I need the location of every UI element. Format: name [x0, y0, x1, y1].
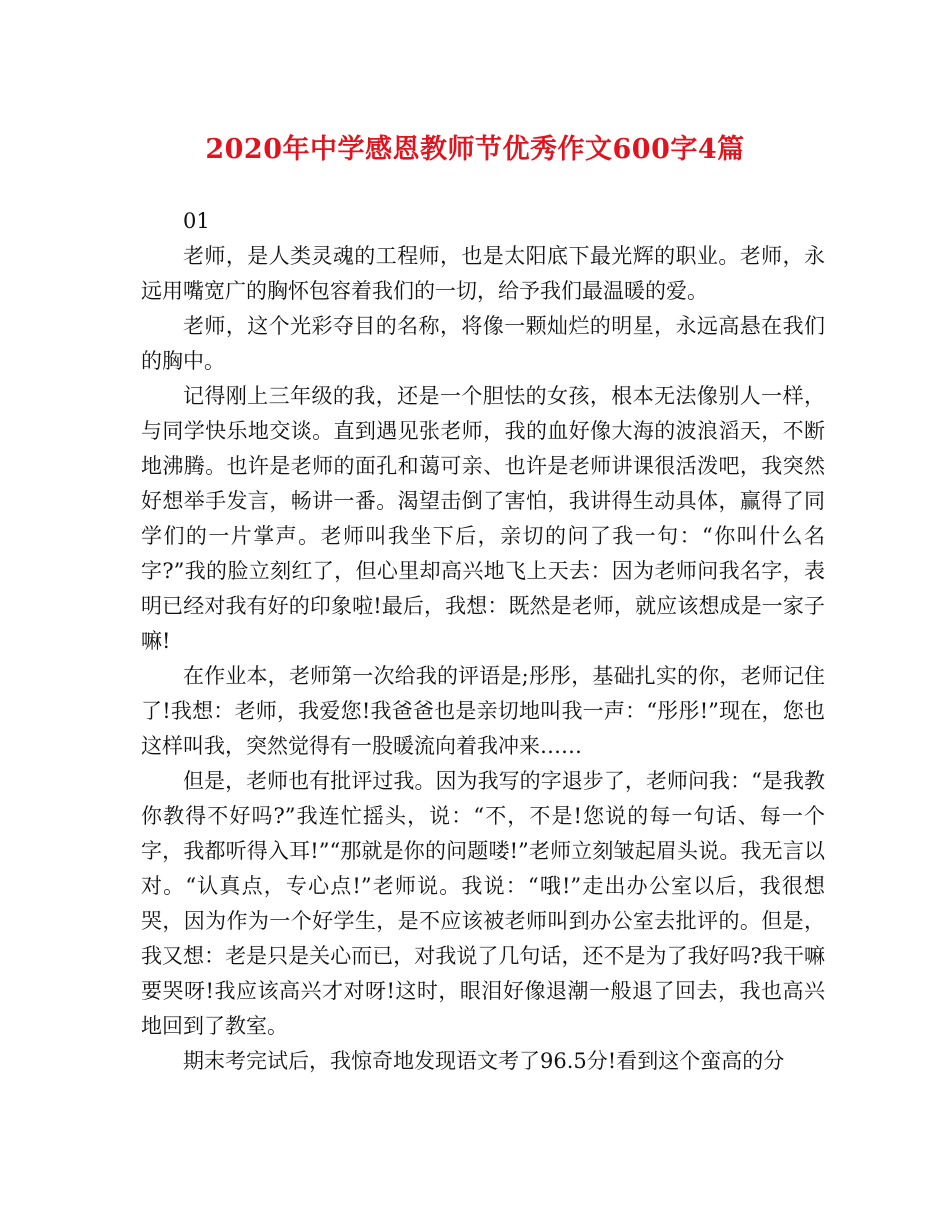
paragraph: 在作业本，老师第一次给我的评语是;彤彤，基础扎实的你，老师记住了!我想：老师，我爱您!我爸爸也是亲切地叫我一声：“彤彤!”现在，您也这样叫我，突然觉得有一股暖流向着我冲来……: [141, 664, 825, 758]
document-body: [141, 204, 825, 1079]
paragraph: 老师，是人类灵魂的工程师，也是太阳底下最光辉的职业。老师，永远用嘴宽广的胸怀包容着我们的一切，给予我们最温暖的爱。: [141, 244, 825, 303]
paragraph: 但是，老师也有批评过我。因为我写的字退步了，老师问我：“是我教你教得不好吗?”我连忙摇头，说：“不，不是!您说的每一句话、每一个字，我都听得入耳!”“那就是你的问题喽!”老师立刻皱起眉头说。我无言以对。“认真点，专心点!”老师说。我说：“哦!”走出办公室以后，我很想哭，因为作为一个好学生，是不应该被老师叫到办公室去批评的。但是，我又想：老是只是关心而已，对我说了几句话，还不是为了我好吗?我干嘛要哭呀!我应该高兴才对呀!这时，眼泪好像退潮一般退了回去，我也高兴地回到了教室。: [141, 769, 825, 1038]
paragraph: 期末考完试后，我惊奇地发现语文考了96.5分!看到这个蛮高的分: [183, 1049, 785, 1073]
paragraph: 老师，这个光彩夺目的名称，将像一颗灿烂的明星，永远高悬在我们的胸中。: [141, 314, 825, 373]
document-title: 2020年中学感恩教师节优秀作文600字4篇: [205, 134, 745, 165]
section-number: 01: [183, 209, 210, 233]
paragraph: 记得刚上三年级的我，还是一个胆怯的女孩，根本无法像别人一样，与同学快乐地交谈。直到遇见张老师，我的血好像大海的波浪滔天，不断地沸腾。也许是老师的面孔和蔼可亲、也许是老师讲课很活泼吧，我突然好想举手发言，畅讲一番。渴望击倒了害怕，我讲得生动具体，赢得了同学们的一片掌声。老师叫我坐下后，亲切的问了我一句：“你叫什么名字?”我的脸立刻红了，但心里却高兴地飞上天去：因为老师问我名字，表明已经对我有好的印象啦!最后，我想：既然是老师，就应该想成是一家子嘛!: [141, 384, 825, 653]
